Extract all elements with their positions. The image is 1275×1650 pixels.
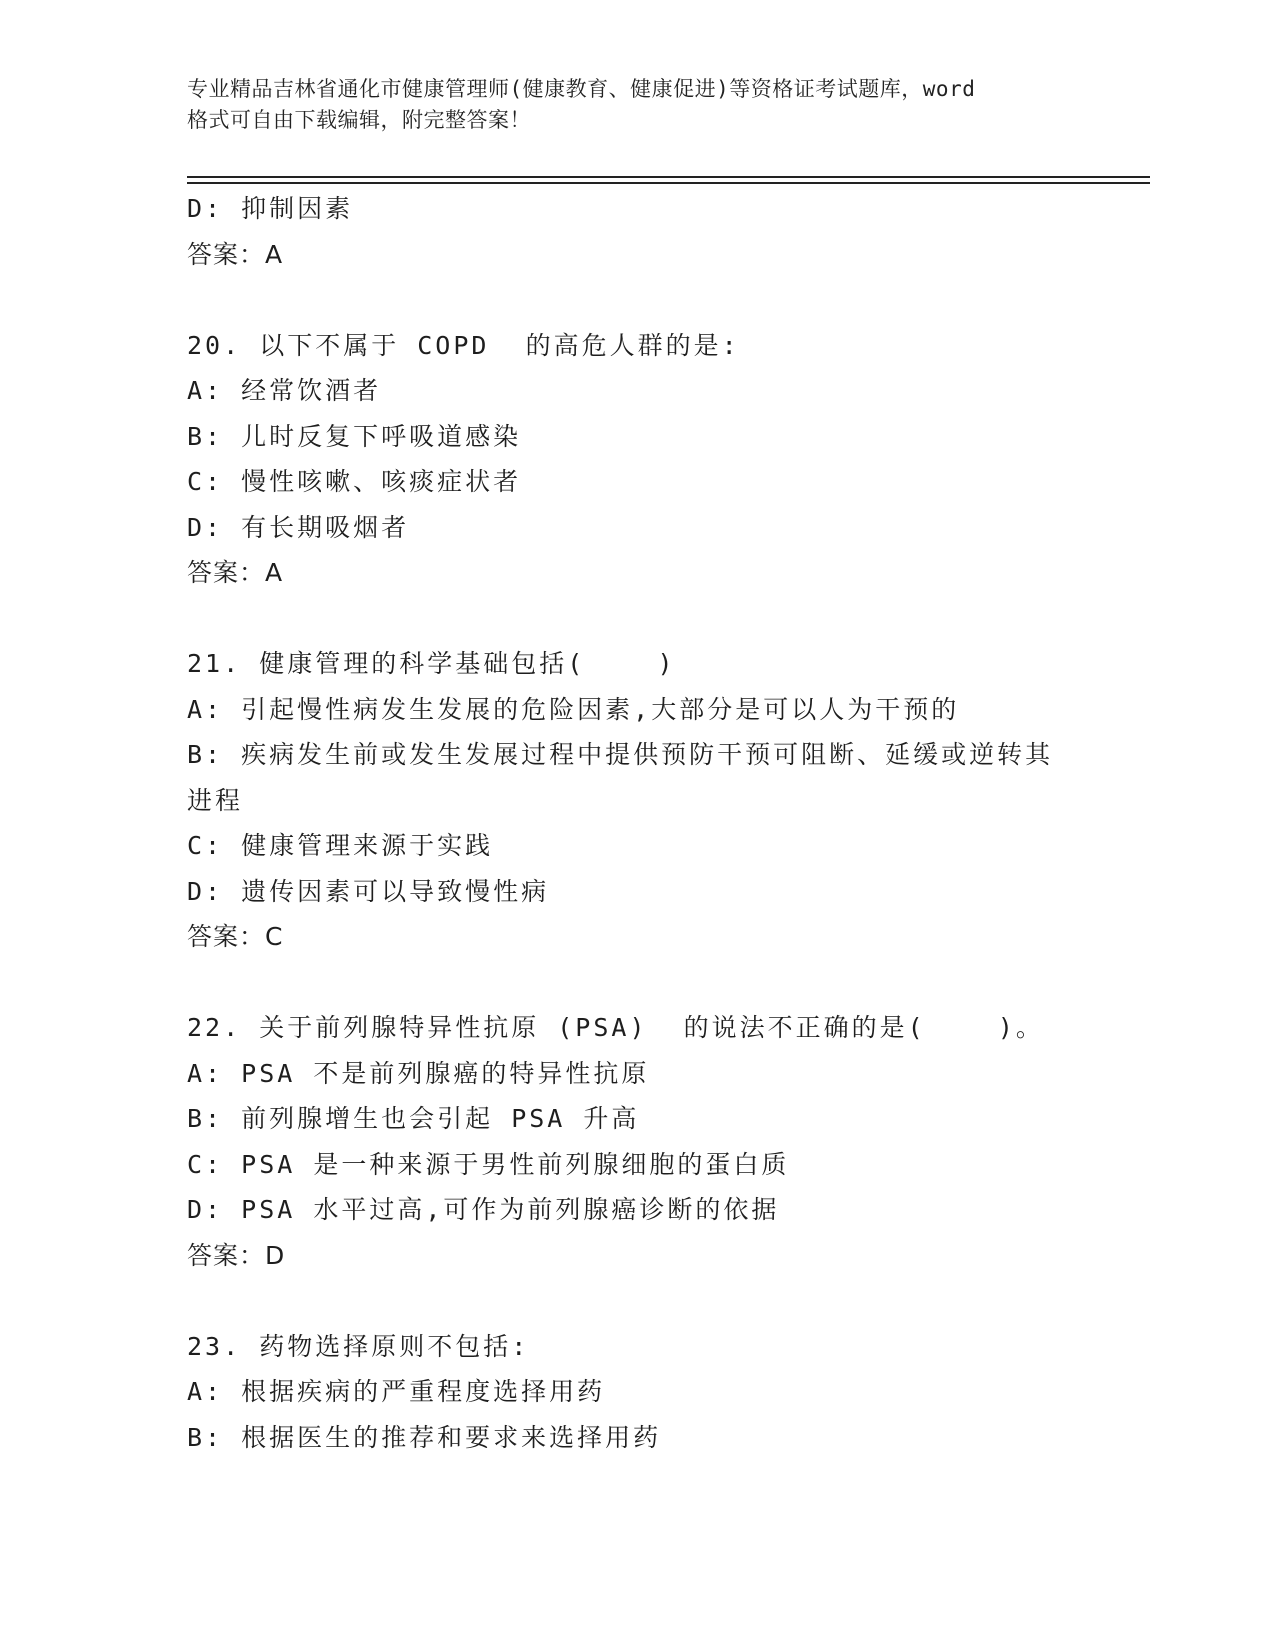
- header-rule-thin: [187, 182, 1150, 184]
- option-b: B: 根据医生的推荐和要求来选择用药: [187, 1422, 662, 1452]
- option-b: B: 疾病发生前或发生发展过程中提供预防干预可阻断、延缓或逆转其: [187, 740, 1054, 769]
- header-line-2: 格式可自由下载编辑，附完整答案！: [187, 108, 531, 132]
- question-stem: 22. 关于前列腺特异性抗原 (PSA) 的说法不正确的是( )。: [187, 1013, 1044, 1042]
- spacer: [187, 277, 1107, 323]
- question-21: [187, 641, 1107, 960]
- answer: 答案：A: [187, 558, 284, 587]
- option-b: B: 儿时反复下呼吸道感染: [187, 421, 522, 451]
- option-a: A: 根据疾病的严重程度选择用药: [187, 1377, 606, 1406]
- option-c: C: PSA 是一种来源于男性前列腺细胞的蛋白质: [187, 1149, 790, 1179]
- question-23: [187, 1324, 1107, 1461]
- option-b-continued: 进程: [187, 785, 244, 815]
- question-stem: 23. 药物选择原则不包括:: [187, 1331, 530, 1361]
- question-stem: 20. 以下不属于 COPD 的高危人群的是:: [187, 330, 740, 360]
- option-c: C: 慢性咳嗽、咳痰症状者: [187, 467, 522, 496]
- option-b: B: 前列腺增生也会引起 PSA 升高: [187, 1104, 640, 1133]
- option-a: A: PSA 不是前列腺癌的特异性抗原: [187, 1058, 650, 1088]
- option-d: D: 抑制因素: [187, 194, 354, 223]
- option-a: A: 引起慢性病发生发展的危险因素,大部分是可以人为干预的: [187, 694, 960, 724]
- question-stem: 21. 健康管理的科学基础包括( ): [187, 649, 676, 678]
- option-d: D: PSA 水平过高,可作为前列腺癌诊断的依据: [187, 1195, 780, 1224]
- question-22: [187, 1005, 1107, 1278]
- header-line-1: 专业精品吉林省通化市健康管理师(健康教育、健康促进)等资格证考试题库，word: [187, 77, 976, 101]
- answer: 答案：C: [187, 922, 284, 951]
- spacer: [187, 1278, 1107, 1324]
- option-c: C: 健康管理来源于实践: [187, 831, 494, 860]
- option-d: D: 有长期吸烟者: [187, 512, 410, 542]
- document-header: [187, 74, 1087, 136]
- spacer: [187, 960, 1107, 1006]
- option-d: D: 遗传因素可以导致慢性病: [187, 876, 550, 906]
- spacer: [187, 596, 1107, 642]
- option-a: A: 经常饮酒者: [187, 376, 382, 405]
- question-content: [187, 186, 1107, 1460]
- question-20: [187, 323, 1107, 596]
- header-rule-thick: [187, 176, 1150, 178]
- answer: 答案：A: [187, 239, 284, 269]
- answer: 答案：D: [187, 1240, 286, 1270]
